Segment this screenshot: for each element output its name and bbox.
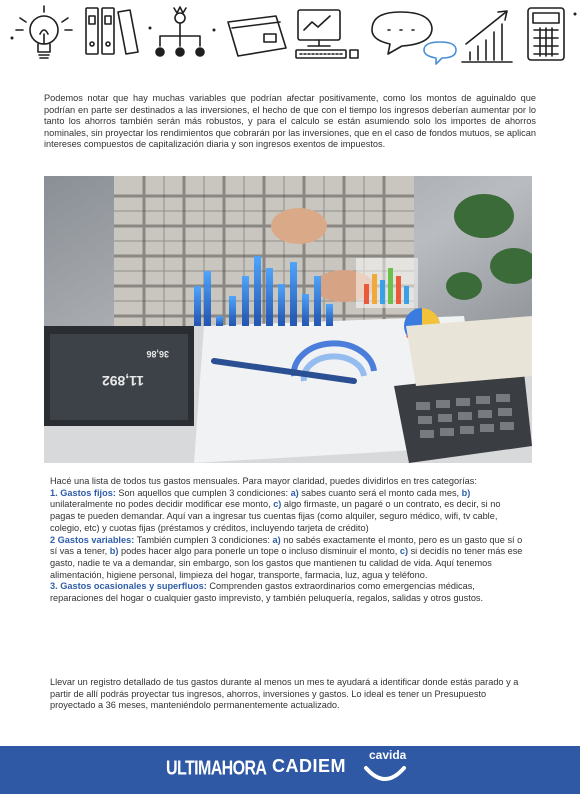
header-doodles <box>0 0 580 80</box>
variable-expenses-title: 2 Gastos variables: <box>50 534 135 545</box>
expenses-section <box>50 476 528 605</box>
intro-paragraph: Podemos notar que hay muchas variables que podrían afectar positivamente, como los montos de aguinaldo que podrían en parte ser destinados a las inversiones, el hecho de que con el tiempo los ingresos deberían aumentar por lo tanto los ahorros también serán más robustos, y para el calculo se están asumiendo solo los importes de ahorros nominales, sin proyectar los rendimientos que cobrarán por las inversiones, que en el caso de fondos mutuos, se aplican intereses compuestos de capitalización diaria y son ingresos exentos de impuestos. <box>44 93 536 150</box>
variable-expenses: 2 Gastos variables: También cumplen 3 condiciones: a) no sabés exactamente el monto, pero es un gasto que sí o sí vas a tener, b) podes hacer algo para ponerle un tope o incluso disminuir el monto, c) si decidís no tener más ese gasto, nadie te va a demandar, sin embargo, son los gastos que mantienen tu calidad de vida. Aquí tenemos alimentación, higiene personal, limpieza del hogar, transporte, farmacia, luz, agua y teléfono. <box>50 534 523 580</box>
cavida-smile-icon <box>362 764 408 786</box>
fixed-expenses: 1. Gastos fijos: Son aquellos que cumplen 3 condiciones: a) sabes cuanto será el monto cada mes, b) unilateralmente no podes decidir modificar ese monto, c) algo firmaste, un pagaré o un contrato, es decir, si no pagas te pueden demandar. Aquí van a ingresar tus cuentas fijas (como alquiler, seguro médico, wifi, tv cable, colegio, etc) y cuotas fijas (préstamos y créditos, incluyendo tarjeta de crédito) <box>50 487 501 533</box>
photo-illustration <box>44 176 532 463</box>
occasional-expenses: 3. Gastos ocasionales y superfluos: Comprenden gastos extraordinarios como emergencias médicas, reparaciones del hogar o cualquier gasto imprevisto, y también peluquería, regalos, salidas y otros gustos. <box>50 581 484 604</box>
screen-value-2: 36,86 <box>146 349 169 359</box>
cavida-logo: cavida <box>369 748 407 762</box>
expenses-intro: Hacé una lista de todos tus gastos mensuales. Para mayor claridad, puedes dividirlos en tres categorías: <box>50 476 477 486</box>
occasional-expenses-title: 3. Gastos ocasionales y superfluos: <box>50 581 207 592</box>
growth-chart-icon <box>462 11 512 62</box>
hologram-colored-bars <box>356 258 418 308</box>
computer-icon <box>296 10 358 58</box>
ultimahora-logo: ULTIMAHORA <box>166 758 267 780</box>
lightbulb-icon <box>16 6 72 58</box>
binders-icon <box>86 8 138 54</box>
cadiem-logo: CADIEM <box>272 756 346 776</box>
speech-bubble-icon <box>372 12 456 64</box>
screen-value-1: 11,892 <box>101 373 144 389</box>
doodle-strip <box>0 0 580 80</box>
closing-paragraph: Llevar un registro detallado de tus gastos durante al menos un mes te ayudará a identificar donde estás parado y a partir de allí podrás proyectar tus ingresos, ahorros, inversiones y gastos. Lo ideal es tener un Presupuesto proyectado a 36 meses, manteniéndolo permanentemente actualizado. <box>50 677 519 711</box>
fixed-expenses-title: 1. Gastos fijos: <box>50 487 116 498</box>
footer-bar <box>0 746 580 794</box>
business-photo <box>44 176 532 463</box>
wallet-icon <box>228 16 286 56</box>
org-chart-icon <box>156 7 204 56</box>
calculator-icon <box>528 8 564 60</box>
